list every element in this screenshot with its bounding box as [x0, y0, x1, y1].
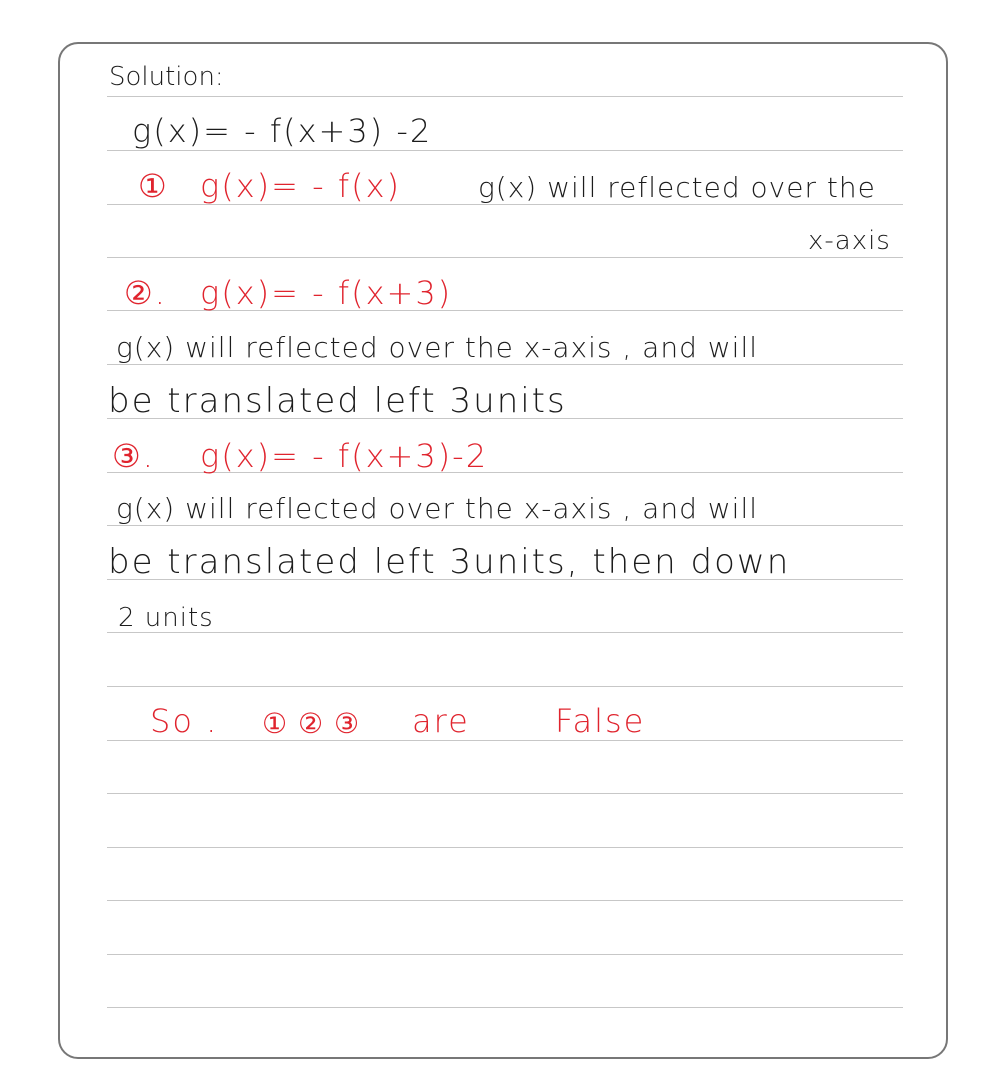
ruled-line — [107, 740, 903, 741]
step-2-explanation-line-1: g(x) will reflected over the x-axis , and will — [116, 331, 758, 364]
step-3-equation: g(x)= - f(x+3)-2 — [200, 437, 489, 475]
step-1-explanation-line-2: x-axis — [808, 226, 891, 256]
ruled-line — [107, 96, 903, 97]
ruled-line — [107, 900, 903, 901]
conclusion-result: False — [555, 702, 646, 740]
ruled-line — [107, 525, 903, 526]
ruled-line — [107, 257, 903, 258]
step-2-equation: g(x)= - f(x+3) — [200, 274, 453, 312]
given-equation: g(x)= - f(x+3) -2 — [132, 112, 433, 150]
conclusion-lead: So . — [150, 702, 219, 740]
step-3-number: ③. — [112, 437, 155, 475]
ruled-line — [107, 632, 903, 633]
step-1-explanation-line-1: g(x) will reflected over the — [478, 171, 876, 204]
ruled-line — [107, 364, 903, 365]
step-1-number: ① — [138, 167, 169, 205]
step-2-number: ②. — [124, 274, 167, 312]
ruled-line — [107, 954, 903, 955]
ruled-line — [107, 793, 903, 794]
step-2-explanation-line-2: be translated left 3units — [108, 381, 567, 421]
step-3-explanation-line-2: be translated left 3units, then down — [108, 542, 791, 582]
ruled-line — [107, 847, 903, 848]
ruled-line — [107, 150, 903, 151]
step-3-explanation-line-1: g(x) will reflected over the x-axis , and will — [116, 492, 758, 525]
ruled-line — [107, 686, 903, 687]
conclusion-verb: are — [412, 702, 470, 740]
step-3-explanation-line-3: 2 units — [118, 603, 214, 633]
conclusion-markers: ① ② ③ — [262, 707, 361, 740]
ruled-line — [107, 1007, 903, 1008]
step-1-equation: g(x)= - f(x) — [200, 167, 401, 205]
solution-heading: Solution: — [109, 62, 224, 92]
